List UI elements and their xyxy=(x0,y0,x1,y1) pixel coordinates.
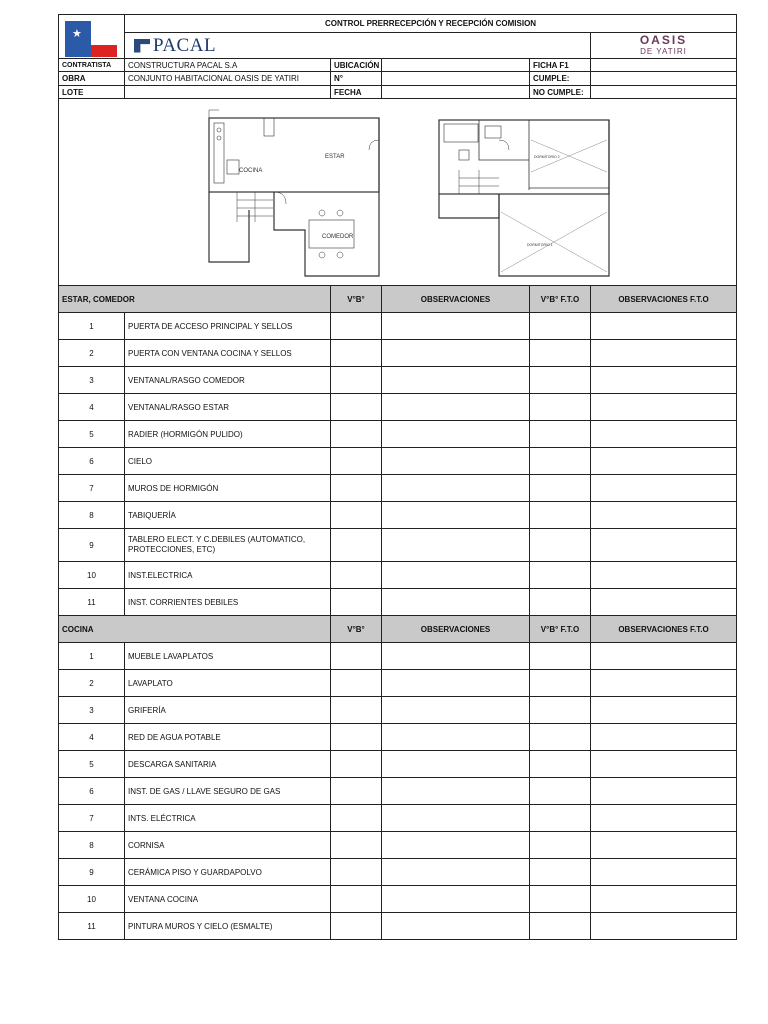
item-label: PUERTA DE ACCESO PRINCIPAL Y SELLOS xyxy=(125,313,331,340)
item-label: TABLERO ELECT. Y C.DEBILES (AUTOMATICO, PROTECCIONES, ETC) xyxy=(125,529,331,562)
observaciones-field[interactable] xyxy=(382,670,530,697)
checklist-row xyxy=(59,724,737,751)
item-label: INST.ELECTRICA xyxy=(125,562,331,589)
vb-field[interactable] xyxy=(331,913,382,940)
checklist-row xyxy=(59,313,737,340)
observaciones-field[interactable] xyxy=(382,832,530,859)
numero-field[interactable] xyxy=(382,72,530,86)
vb-fto-field[interactable] xyxy=(530,670,591,697)
observaciones-fto-field[interactable] xyxy=(591,502,737,529)
pacal-mark-icon xyxy=(134,39,150,53)
observaciones-field[interactable] xyxy=(382,313,530,340)
vb-fto-field[interactable] xyxy=(530,832,591,859)
vb-field[interactable] xyxy=(331,448,382,475)
checklist-row xyxy=(59,670,737,697)
item-number: 8 xyxy=(59,502,125,529)
vb-field[interactable] xyxy=(331,589,382,616)
item-number: 10 xyxy=(59,562,125,589)
vb-field[interactable] xyxy=(331,529,382,562)
plan-label-cocina: COCINA xyxy=(239,168,263,174)
vb-fto-field[interactable] xyxy=(530,886,591,913)
observaciones-fto-field[interactable] xyxy=(591,313,737,340)
item-number: 2 xyxy=(59,670,125,697)
column-vb-header: V°B° xyxy=(331,286,382,313)
vb-fto-field[interactable] xyxy=(530,562,591,589)
observaciones-field[interactable] xyxy=(382,529,530,562)
vb-field[interactable] xyxy=(331,475,382,502)
observaciones-fto-field[interactable] xyxy=(591,670,737,697)
column-observaciones-header: OBSERVACIONES xyxy=(382,286,530,313)
checklist-row xyxy=(59,394,737,421)
contratista-value[interactable]: CONSTRUCTURA PACAL S.A xyxy=(125,59,331,72)
item-label: RADIER (HORMIGÓN PULIDO) xyxy=(125,421,331,448)
ficha-field[interactable] xyxy=(591,59,737,72)
ubicacion-field[interactable] xyxy=(382,59,530,72)
item-label: RED DE AGUA POTABLE xyxy=(125,724,331,751)
item-label: MUROS DE HORMIGÓN xyxy=(125,475,331,502)
column-vb-fto-header: V°B° F.T.O xyxy=(530,616,591,643)
oasis-de-yatiri-logo: OASIS DE YATIRI xyxy=(639,32,688,56)
item-number: 1 xyxy=(59,313,125,340)
checklist-row xyxy=(59,475,737,502)
column-observaciones-fto-header: OBSERVACIONES F.T.O xyxy=(591,616,737,643)
observaciones-field[interactable] xyxy=(382,778,530,805)
observaciones-field[interactable] xyxy=(382,724,530,751)
vb-field[interactable] xyxy=(331,421,382,448)
observaciones-fto-field[interactable] xyxy=(591,448,737,475)
form-table xyxy=(58,14,737,940)
column-observaciones-fto-header: OBSERVACIONES F.T.O xyxy=(591,286,737,313)
item-label: LAVAPLATO xyxy=(125,670,331,697)
checklist-row xyxy=(59,562,737,589)
observaciones-field[interactable] xyxy=(382,805,530,832)
item-label: INST. CORRIENTES DEBILES xyxy=(125,589,331,616)
vb-field[interactable] xyxy=(331,859,382,886)
observaciones-fto-field[interactable] xyxy=(591,643,737,670)
checklist-row xyxy=(59,643,737,670)
observaciones-field[interactable] xyxy=(382,751,530,778)
item-number: 2 xyxy=(59,340,125,367)
section-title: COCINA xyxy=(59,616,331,643)
column-vb-header: V°B° xyxy=(331,616,382,643)
observaciones-field[interactable] xyxy=(382,913,530,940)
observaciones-fto-field[interactable] xyxy=(591,394,737,421)
observaciones-field[interactable] xyxy=(382,367,530,394)
item-number: 3 xyxy=(59,367,125,394)
item-label: GRIFERÍA xyxy=(125,697,331,724)
observaciones-field[interactable] xyxy=(382,859,530,886)
vb-field[interactable] xyxy=(331,340,382,367)
item-number: 6 xyxy=(59,448,125,475)
item-number: 5 xyxy=(59,421,125,448)
item-number: 8 xyxy=(59,832,125,859)
item-number: 11 xyxy=(59,913,125,940)
observaciones-field[interactable] xyxy=(382,643,530,670)
first-floor-plan xyxy=(209,110,379,276)
vb-fto-field[interactable] xyxy=(530,589,591,616)
lote-field[interactable] xyxy=(125,86,331,99)
item-number: 4 xyxy=(59,394,125,421)
item-label: MUEBLE LAVAPLATOS xyxy=(125,643,331,670)
checklist-row xyxy=(59,340,737,367)
item-label: VENTANA COCINA xyxy=(125,886,331,913)
vb-fto-field[interactable] xyxy=(530,697,591,724)
vb-fto-field[interactable] xyxy=(530,529,591,562)
vb-fto-field[interactable] xyxy=(530,448,591,475)
observaciones-fto-field[interactable] xyxy=(591,589,737,616)
section-header-row xyxy=(59,616,737,643)
observaciones-field[interactable] xyxy=(382,448,530,475)
ficha-label: FICHA F1 xyxy=(530,59,591,72)
checklist-row xyxy=(59,832,737,859)
plan-label-comedor: COMEDOR xyxy=(322,234,354,240)
item-number: 3 xyxy=(59,697,125,724)
checklist-row xyxy=(59,529,737,562)
observaciones-fto-field[interactable] xyxy=(591,913,737,940)
vb-field[interactable] xyxy=(331,832,382,859)
cumple-label: CUMPLE: xyxy=(530,72,591,86)
vb-field[interactable] xyxy=(331,502,382,529)
observaciones-fto-field[interactable] xyxy=(591,859,737,886)
gobierno-de-chile-logo: ★ xyxy=(65,21,117,57)
item-label: VENTANAL/RASGO ESTAR xyxy=(125,394,331,421)
section-title: ESTAR, COMEDOR xyxy=(59,286,331,313)
checklist-row xyxy=(59,778,737,805)
vb-fto-field[interactable] xyxy=(530,475,591,502)
observaciones-fto-field[interactable] xyxy=(591,421,737,448)
item-number: 7 xyxy=(59,805,125,832)
item-label: DESCARGA SANITARIA xyxy=(125,751,331,778)
pacal-logo-cell xyxy=(125,33,591,59)
checklist-row xyxy=(59,502,737,529)
observaciones-field[interactable] xyxy=(382,697,530,724)
item-label: PUERTA CON VENTANA COCINA Y SELLOS xyxy=(125,340,331,367)
oasis-logo-cell xyxy=(591,33,737,59)
item-number: 9 xyxy=(59,529,125,562)
pacal-logo: PACAL xyxy=(134,35,587,57)
vb-field[interactable] xyxy=(331,313,382,340)
column-vb-fto-header: V°B° F.T.O xyxy=(530,286,591,313)
observaciones-field[interactable] xyxy=(382,886,530,913)
vb-fto-field[interactable] xyxy=(530,859,591,886)
vb-field[interactable] xyxy=(331,643,382,670)
item-label: CERÁMICA PISO Y GUARDAPOLVO xyxy=(125,859,331,886)
checklist-row xyxy=(59,859,737,886)
checklist-row xyxy=(59,589,737,616)
observaciones-field[interactable] xyxy=(382,340,530,367)
checklist-row xyxy=(59,886,737,913)
floor-plans xyxy=(59,100,735,284)
vb-fto-field[interactable] xyxy=(530,340,591,367)
observaciones-field[interactable] xyxy=(382,421,530,448)
checklist-row xyxy=(59,367,737,394)
observaciones-fto-field[interactable] xyxy=(591,529,737,562)
vb-field[interactable] xyxy=(331,562,382,589)
observaciones-fto-field[interactable] xyxy=(591,805,737,832)
item-label: INST. DE GAS / LLAVE SEGURO DE GAS xyxy=(125,778,331,805)
item-label: CIELO xyxy=(125,448,331,475)
plan-label-dormitorio-2: DORMITORIO 2 xyxy=(534,155,560,159)
item-label: CORNISA xyxy=(125,832,331,859)
observaciones-fto-field[interactable] xyxy=(591,562,737,589)
lote-label: LOTE xyxy=(59,86,125,99)
item-label: TABIQUERÍA xyxy=(125,502,331,529)
item-number: 10 xyxy=(59,886,125,913)
observaciones-fto-field[interactable] xyxy=(591,340,737,367)
vb-field[interactable] xyxy=(331,670,382,697)
observaciones-field[interactable] xyxy=(382,394,530,421)
observaciones-fto-field[interactable] xyxy=(591,832,737,859)
item-label: PINTURA MUROS Y CIELO (ESMALTE) xyxy=(125,913,331,940)
item-number: 4 xyxy=(59,724,125,751)
vb-fto-field[interactable] xyxy=(530,805,591,832)
vb-fto-field[interactable] xyxy=(530,913,591,940)
item-number: 6 xyxy=(59,778,125,805)
observaciones-fto-field[interactable] xyxy=(591,751,737,778)
vb-field[interactable] xyxy=(331,367,382,394)
observaciones-field[interactable] xyxy=(382,589,530,616)
vb-field[interactable] xyxy=(331,805,382,832)
cumple-field[interactable] xyxy=(591,72,737,86)
plan-label-dormitorio-1: DORMITORIO 1 xyxy=(527,243,553,247)
floor-plans-cell xyxy=(59,99,737,286)
item-label: VENTANAL/RASGO COMEDOR xyxy=(125,367,331,394)
vb-field[interactable] xyxy=(331,394,382,421)
vb-field[interactable] xyxy=(331,697,382,724)
observaciones-fto-field[interactable] xyxy=(591,475,737,502)
numero-label: N° xyxy=(331,72,382,86)
vb-fto-field[interactable] xyxy=(530,724,591,751)
vb-fto-field[interactable] xyxy=(530,643,591,670)
fecha-label: FECHA xyxy=(331,86,382,99)
observaciones-fto-field[interactable] xyxy=(591,886,737,913)
vb-field[interactable] xyxy=(331,724,382,751)
observaciones-fto-field[interactable] xyxy=(591,778,737,805)
gobierno-logo-cell xyxy=(59,15,125,59)
item-number: 1 xyxy=(59,643,125,670)
observaciones-field[interactable] xyxy=(382,562,530,589)
form-title: CONTROL PRERRECEPCIÓN Y RECEPCIÓN COMISION xyxy=(125,15,737,33)
inspection-form xyxy=(58,14,736,957)
ubicacion-label: UBICACIÓN xyxy=(331,59,382,72)
section-header-row xyxy=(59,286,737,313)
item-number: 9 xyxy=(59,859,125,886)
observaciones-field[interactable] xyxy=(382,475,530,502)
checklist-row xyxy=(59,913,737,940)
checklist-row xyxy=(59,448,737,475)
observaciones-fto-field[interactable] xyxy=(591,367,737,394)
observaciones-field[interactable] xyxy=(382,502,530,529)
checklist-row xyxy=(59,421,737,448)
item-number: 11 xyxy=(59,589,125,616)
vb-fto-field[interactable] xyxy=(530,394,591,421)
vb-fto-field[interactable] xyxy=(530,367,591,394)
no-cumple-field[interactable] xyxy=(591,86,737,99)
obra-label: OBRA xyxy=(59,72,125,86)
vb-field[interactable] xyxy=(331,751,382,778)
item-label: INTS. ELÉCTRICA xyxy=(125,805,331,832)
observaciones-fto-field[interactable] xyxy=(591,724,737,751)
plan-label-estar: ESTAR xyxy=(325,154,345,160)
checklist-row xyxy=(59,805,737,832)
item-number: 5 xyxy=(59,751,125,778)
vb-field[interactable] xyxy=(331,778,382,805)
vb-fto-field[interactable] xyxy=(530,751,591,778)
obra-value[interactable]: CONJUNTO HABITACIONAL OASIS DE YATIRI xyxy=(125,72,331,86)
vb-fto-field[interactable] xyxy=(530,778,591,805)
vb-fto-field[interactable] xyxy=(530,313,591,340)
vb-fto-field[interactable] xyxy=(530,421,591,448)
vb-field[interactable] xyxy=(331,886,382,913)
column-observaciones-header: OBSERVACIONES xyxy=(382,616,530,643)
checklist-row xyxy=(59,697,737,724)
fecha-field[interactable] xyxy=(382,86,530,99)
item-number: 7 xyxy=(59,475,125,502)
contratista-label: CONTRATISTA xyxy=(59,59,125,72)
no-cumple-label: NO CUMPLE: xyxy=(530,86,591,99)
observaciones-fto-field[interactable] xyxy=(591,697,737,724)
second-floor-plan xyxy=(439,120,609,276)
checklist-row xyxy=(59,751,737,778)
vb-fto-field[interactable] xyxy=(530,502,591,529)
